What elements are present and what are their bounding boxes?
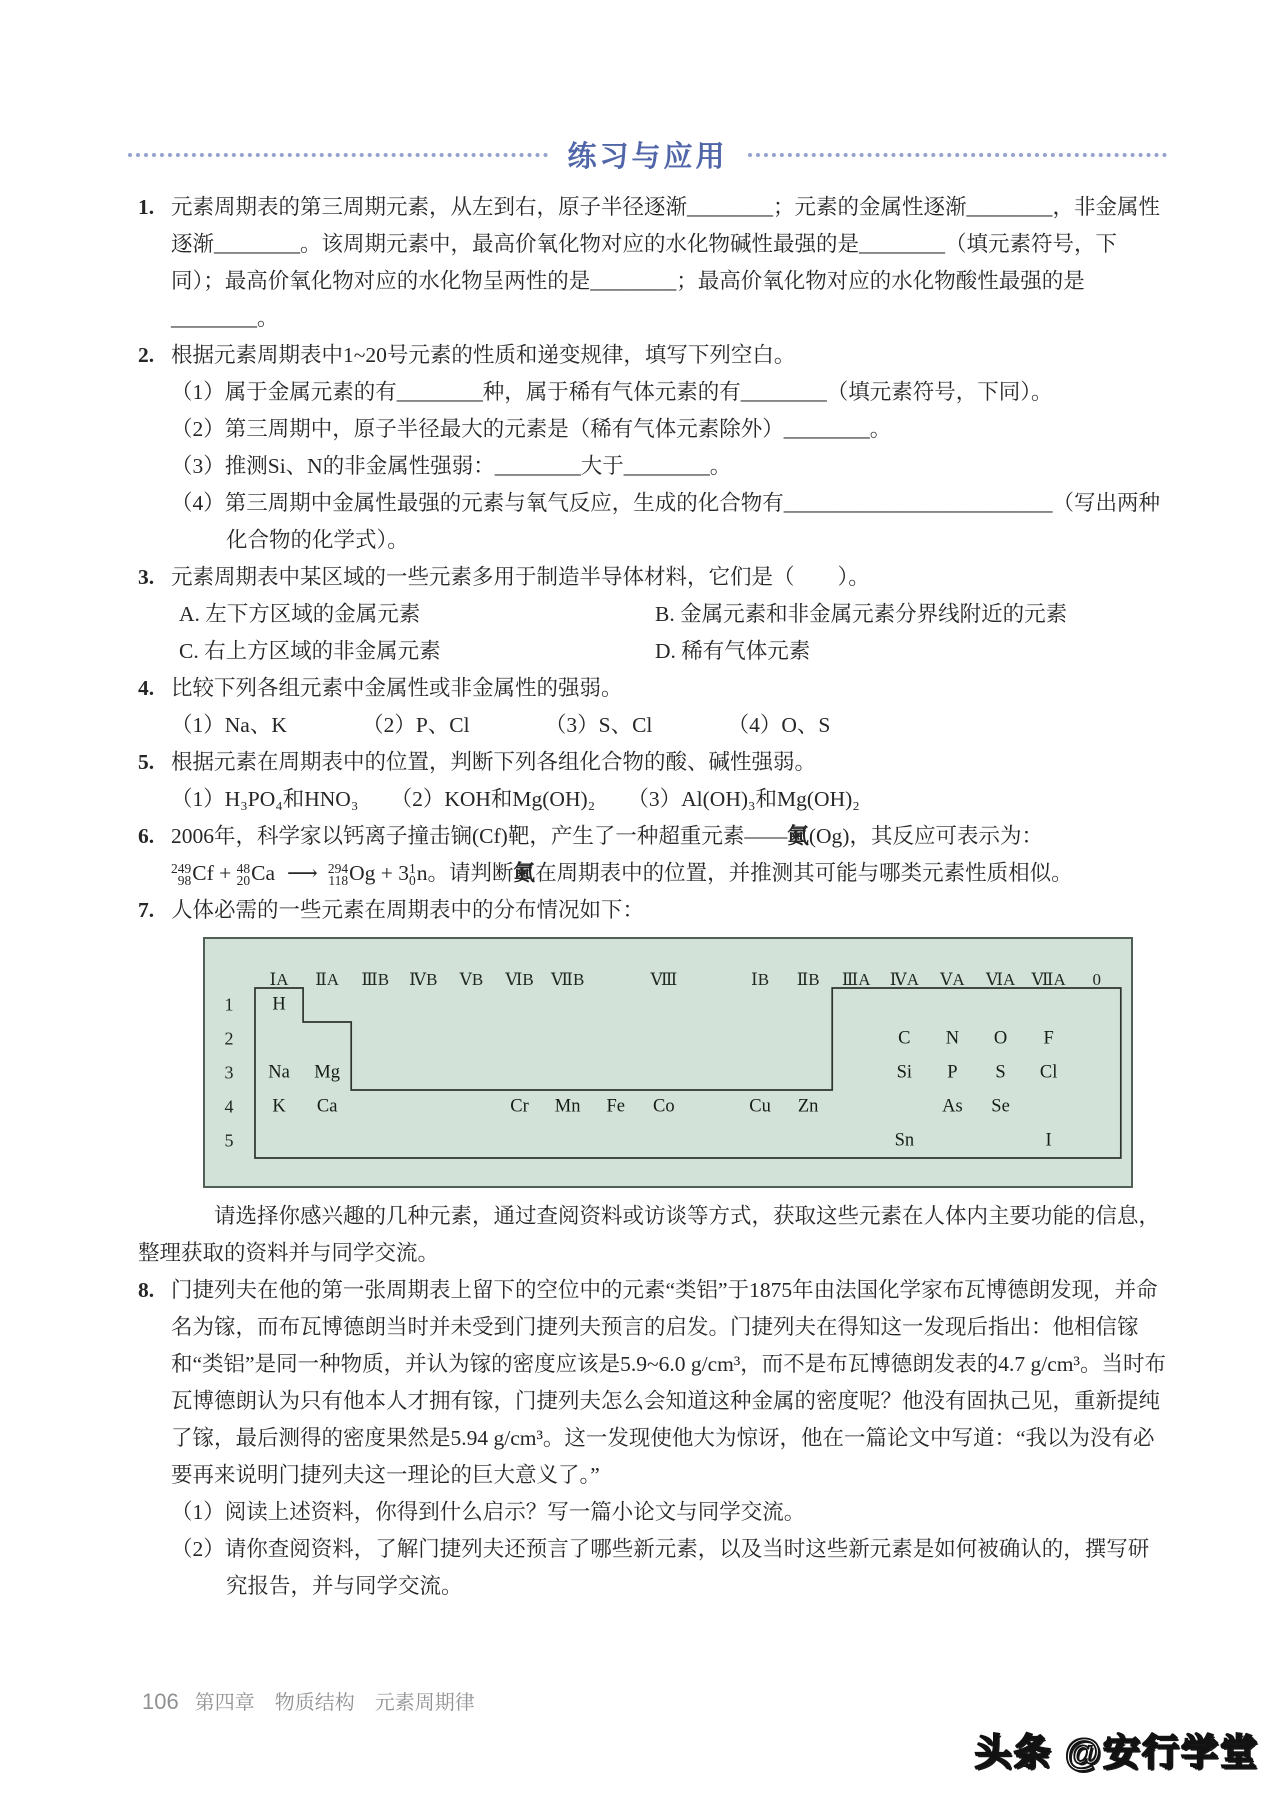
element-cell: Sn <box>894 1130 915 1151</box>
question-text: 根据元素周期表中1~20号元素的性质和递变规律，填写下列空白。 <box>171 343 796 367</box>
group-label: ⅠA <box>269 970 289 989</box>
chapter-title: 第四章 物质结构 元素周期律 <box>194 1692 475 1714</box>
question-text: 根据元素在周期表中的位置，判断下列各组化合物的酸、碱性强弱。 <box>171 750 817 774</box>
question-number: 2. <box>138 343 155 367</box>
question-text: 元素周期表的第三周期元素，从左到右，原子半径逐渐________；元素的金属性逐渐________，非金属性逐渐________。该周期元素中，最高价氧化物对应的水化物碱性最强的是________（填元素符号，下同）；最高价氧化物对应的水化物呈两性的是________；最高价氧化物对应的水化物酸性最强的是________。 <box>171 195 1161 330</box>
question-subitem: （1）阅读上述资料，你得到什么启示？写一篇小论文与同学交流。 <box>171 1500 806 1524</box>
title-dotted-line-left <box>128 153 548 157</box>
question-followup-text: 请选择你感兴趣的几种元素，通过查阅资料或访谈等方式，获取这些元素在人体内主要功能的信息，整理获取的资料并与同学交流。 <box>138 1204 1161 1265</box>
question-number: 4. <box>138 676 155 700</box>
element-cell: Si <box>896 1062 913 1083</box>
section-title-row <box>128 134 1167 175</box>
nuclide <box>171 855 214 892</box>
atomic-number: 98 <box>177 873 192 889</box>
mass-number: 294 <box>327 860 349 876</box>
question-4 <box>138 670 1169 744</box>
isotope-scripts <box>236 860 251 889</box>
option-item: A. 左下方区域的金属元素 <box>179 602 421 626</box>
group-label: ⅥA <box>985 970 1016 989</box>
nuclide <box>328 855 376 892</box>
question-subitem: （3）推测Si、N的非金属性强弱：________大于________。 <box>171 454 732 478</box>
question-number: 7. <box>138 898 155 922</box>
element-cell: Co <box>653 1096 675 1117</box>
group-label: 0 <box>1092 970 1101 989</box>
period-label: 2 <box>224 1028 234 1049</box>
question-7 <box>138 892 1169 1272</box>
question-6 <box>138 818 1169 892</box>
element-cell: Cu <box>749 1096 771 1117</box>
period-label: 5 <box>224 1130 234 1151</box>
question-2 <box>138 337 1169 559</box>
period-label: 4 <box>224 1096 234 1117</box>
nuclear-equation <box>171 855 1169 892</box>
element-cell: Mg <box>314 1062 340 1083</box>
option-item: C. 右上方区域的非金属元素 <box>179 639 441 663</box>
element-cell: As <box>942 1096 963 1117</box>
isotope-scripts <box>409 860 416 889</box>
element-symbol: Og <box>349 861 376 885</box>
element-cell: S <box>995 1062 1006 1083</box>
question-1 <box>138 189 1169 337</box>
periodic-table-figure <box>203 937 1133 1188</box>
atomic-number: 0 <box>409 873 416 889</box>
watermark: 头条 @安行学堂 <box>974 1732 1259 1773</box>
questions-area <box>138 189 1169 1605</box>
period-label: 1 <box>224 994 234 1015</box>
equation-tail-text: 。请判断鿫在周期表中的位置，并推测其可能与哪类元素性质相似。 <box>427 861 1073 885</box>
element-symbol: Ca <box>251 861 276 885</box>
element-cell: I <box>1045 1130 1052 1151</box>
group-label: ⅦA <box>1031 970 1066 989</box>
question-subitem: （1）Na、K （2）P、Cl （3）S、Cl （4）O、S <box>171 713 831 737</box>
isotope-scripts <box>327 860 349 889</box>
element-cell: Mn <box>554 1096 581 1117</box>
element-cell: O <box>993 1028 1008 1049</box>
group-label: ⅥB <box>505 970 534 989</box>
question-number: 3. <box>138 565 155 589</box>
reaction-arrow: ⟶ <box>287 861 316 885</box>
isotope-scripts <box>171 860 192 889</box>
element-cell: Na <box>268 1062 290 1083</box>
question-3 <box>138 559 1169 670</box>
element-cell: K <box>272 1096 286 1117</box>
atomic-number: 118 <box>328 873 349 889</box>
question-number: 6. <box>138 824 155 848</box>
question-subitem: （1）H₃PO₄和HNO₃ （2）KOH和Mg(OH)₂ （3）Al(OH)₃和Mg(OH)₂ <box>171 787 860 811</box>
question-text: 2006年，科学家以钙离子撞击锎(Cf)靶，产生了一种超重元素——鿫(Og)，其反应可表示为： <box>171 824 1043 848</box>
operator: + <box>213 861 237 885</box>
question-number: 5. <box>138 750 155 774</box>
group-label: ⅠB <box>751 970 770 989</box>
group-label: ⅣB <box>409 970 438 989</box>
element-cell: Cr <box>510 1096 529 1117</box>
question-subitem: （4）第三周期中金属性最强的元素与氧气反应，生成的化合物有_________________________（写出两种化合物的化学式）。 <box>171 491 1161 552</box>
section-title: 练习与应用 <box>567 141 728 173</box>
question-subitem: （2）第三周期中，原子半径最大的元素是（稀有气体元素除外）________。 <box>171 417 892 441</box>
group-label: ⅢB <box>361 970 390 989</box>
element-cell: Zn <box>797 1096 819 1117</box>
element-symbol: n <box>416 861 428 885</box>
element-cell: Se <box>991 1096 1010 1117</box>
group-label: ⅡA <box>315 970 340 989</box>
options-grid <box>179 596 1169 670</box>
atomic-number: 20 <box>236 873 251 889</box>
option-item: B. 金属元素和非金属元素分界线附近的元素 <box>655 602 1068 626</box>
group-label: ⅡB <box>796 970 820 989</box>
element-cell: C <box>898 1028 911 1049</box>
question-text: 元素周期表中某区域的一些元素多用于制造半导体材料，它们是（ ）。 <box>171 565 870 589</box>
group-label: ⅤA <box>940 970 965 989</box>
group-label: ⅣA <box>889 970 919 989</box>
element-cell: F <box>1043 1028 1054 1049</box>
question-8 <box>138 1272 1169 1605</box>
element-cell: P <box>947 1062 958 1083</box>
title-dotted-line-right <box>748 153 1168 157</box>
nuclide <box>237 855 275 892</box>
page-number: 106 <box>142 1689 179 1714</box>
period-label: 3 <box>224 1062 234 1083</box>
question-text: 门捷列夫在他的第一张周期表上留下的空位中的元素“类铝”于1875年由法国化学家布瓦博德朗发现，并命名为镓，而布瓦博德朗当时并未受到门捷列夫预言的启发。门捷列夫在得知这一发现后指出：他相信镓和“类铝”是同一种物质，并认为镓的密度应该是5.9~6.0 g/cm³，而不是布瓦博德朗发表的4.7 g/cm³。当时布瓦博德朗认为只有他本人才拥有镓，门捷列夫怎么会知道这种金属的密度呢？他没有固执己见，重新提纯了镓，最后测得的密度果然是5.94 g/cm³。这一发现使他大为惊讶，他在一篇论文中写道：“我以为没有必要再来说明门捷列夫这一理论的巨大意义了。” <box>171 1278 1166 1487</box>
nuclide <box>409 855 428 892</box>
element-cell: Cl <box>1039 1062 1058 1083</box>
question-subitem: （1）属于金属元素的有________种，属于稀有气体元素的有________（填元素符号，下同）。 <box>171 380 1053 404</box>
question-text: 人体必需的一些元素在周期表中的分布情况如下： <box>171 898 645 922</box>
question-number: 1. <box>138 195 155 219</box>
element-cell: N <box>945 1028 960 1049</box>
group-label: Ⅷ <box>650 970 678 989</box>
element-symbol: Cf <box>192 861 214 885</box>
mass-number: 48 <box>236 860 251 876</box>
element-cell: Fe <box>606 1096 625 1117</box>
question-subitem: （2）请你查阅资料，了解门捷列夫还预言了哪些新元素，以及当时这些新元素是如何被确认的，撰写研究报告，并与同学交流。 <box>171 1537 1150 1598</box>
group-label: ⅤB <box>459 970 484 989</box>
question-text: 比较下列各组元素中金属性或非金属性的强弱。 <box>171 676 623 700</box>
question-number: 8. <box>138 1278 155 1302</box>
operator: + 3 <box>375 861 410 885</box>
question-5 <box>138 744 1169 818</box>
element-cell: H <box>272 994 286 1015</box>
page-footer <box>142 1686 475 1715</box>
option-item: D. 稀有气体元素 <box>655 639 811 663</box>
mass-number: 249 <box>171 860 192 876</box>
group-label: ⅦB <box>551 970 585 989</box>
group-label: ⅢA <box>841 970 871 989</box>
mass-number: 1 <box>409 860 416 876</box>
element-cell: Ca <box>316 1096 338 1117</box>
